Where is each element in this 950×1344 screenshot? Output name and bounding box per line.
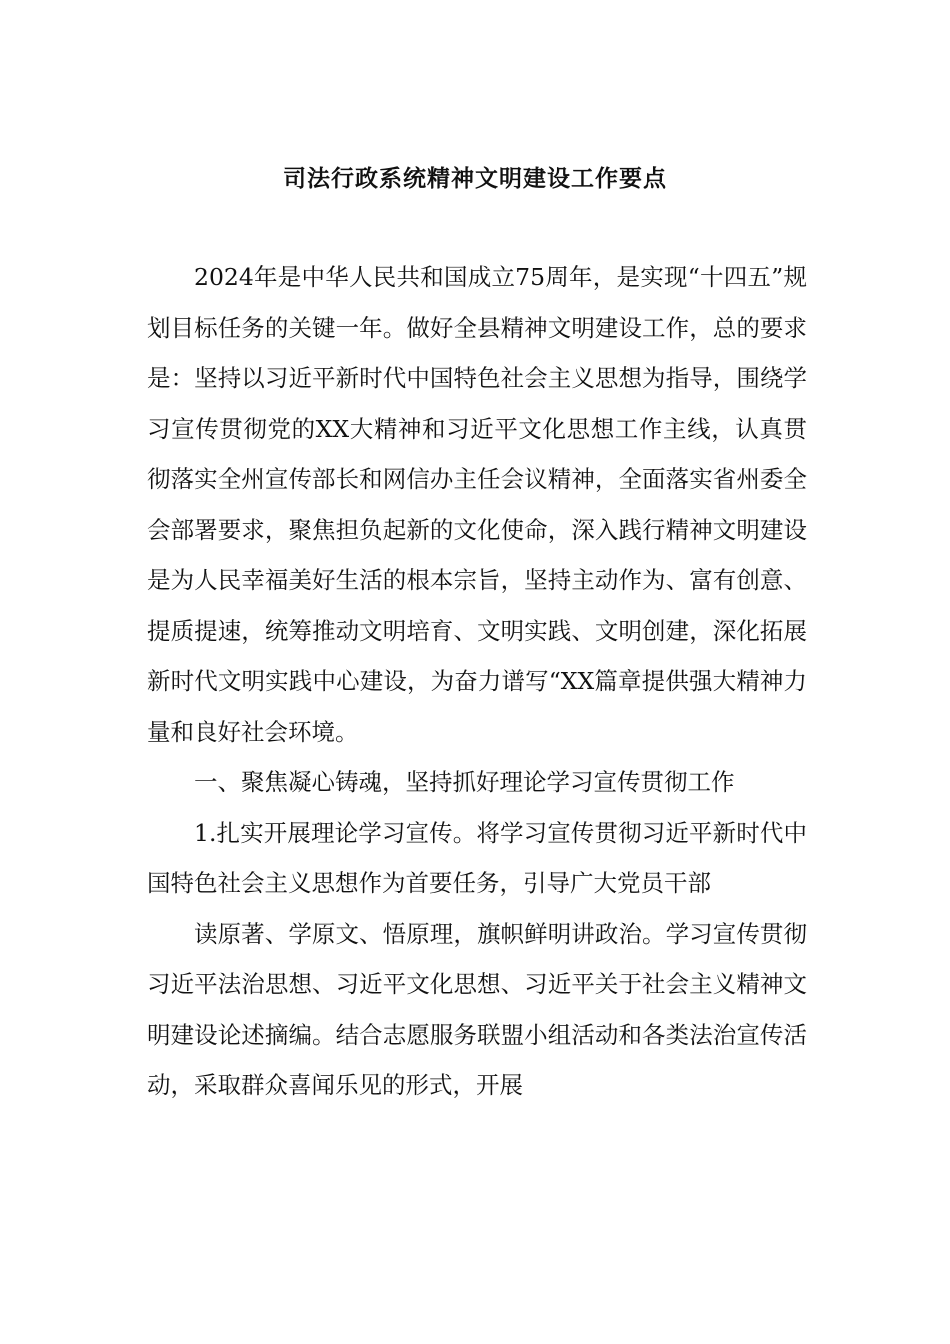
paragraph-item-1: 1.扎实开展理论学习宣传。将学习宣传贯彻习近平新时代中国特色社会主义思想作为首要任务，引导广大党员干部 xyxy=(147,818,807,897)
document-body xyxy=(147,252,807,1111)
section-heading-1: 一、聚焦凝心铸魂，坚持抓好理论学习宣传贯彻工作 xyxy=(194,768,735,796)
paragraph-continuation: 读原著、学原文、悟原理，旗帜鲜明讲政治。学习宣传贯彻习近平法治思想、习近平文化思想、习近平关于社会主义精神文明建设论述摘编。结合志愿服务联盟小组活动和各类法治宣传活动，采取群众喜闻乐见的形式，开展 xyxy=(147,919,807,1099)
document-title: 司法行政系统精神文明建设工作要点 xyxy=(283,166,667,192)
paragraph-intro: 2024年是中华人民共和国成立75周年，是实现“十四五”规划目标任务的关键一年。做好全县精神文明建设工作，总的要求是：坚持以习近平新时代中国特色社会主义思想为指导，围绕学习宣传贯彻党的XX大精神和习近平文化思想工作主线，认真贯彻落实全州宣传部长和网信办主任会议精神，全面落实省州委全会部署要求，聚焦担负起新的文化使命，深入践行精神文明建设是为人民幸福美好生活的根本宗旨，坚持主动作为、富有创意、提质提速，统筹推动文明培育、文明实践、文明创建，深化拓展新时代文明实践中心建设，为奋力谱写“XX篇章提供强大精神力量和良好社会环境。 xyxy=(147,263,807,746)
